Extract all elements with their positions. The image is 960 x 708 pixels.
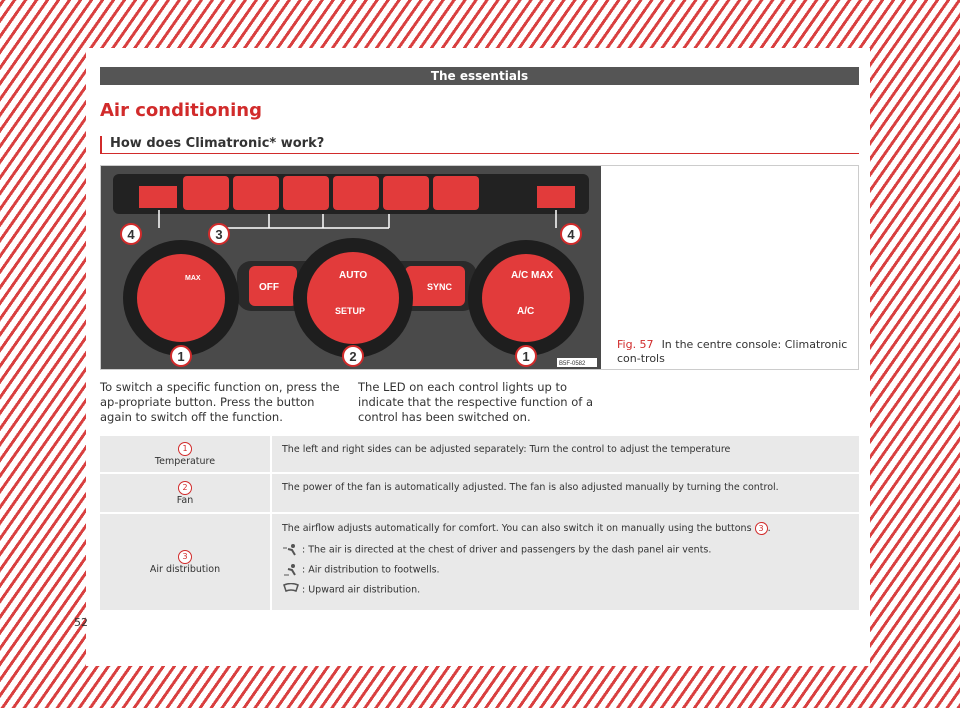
body-text-col1: To switch a specific function on, press the ap-propriate button. Press the button again to switch off the function. (100, 380, 340, 424)
list-item: : The air is directed at the chest of driver and passengers by the dash panel air vents. (282, 543, 849, 557)
callout-1-right: 1 (522, 349, 530, 364)
list-item: : Upward air distribution. (282, 583, 849, 597)
air-distribution-intro: The airflow adjusts automatically for comfort. You can also switch it on manually using the buttons 3 . (282, 523, 771, 534)
table-row (100, 436, 859, 472)
row-label-cell (100, 514, 270, 610)
callout-4-right: 4 (567, 227, 575, 242)
chest-vent-icon (282, 543, 300, 557)
function-table (100, 436, 859, 612)
figure-caption-text: In the centre console: Climatronic con-trols (617, 338, 848, 365)
row-number: 3 (178, 550, 192, 564)
ac-button-label: A/C (517, 306, 535, 317)
body-text-col2: The LED on each control lights up to indicate that the respective function of a control has been switched on. (358, 380, 594, 424)
table-row (100, 474, 859, 512)
ref-number: 3 (755, 522, 768, 535)
callout-4-left: 4 (127, 227, 135, 242)
figure-label: Fig. 57 (617, 338, 654, 351)
row-label: Fan (176, 494, 194, 506)
row-label: Air distribution (149, 563, 221, 575)
climatronic-controls-illustration (101, 166, 601, 369)
row-label-cell (100, 436, 270, 472)
row-label: Temperature (154, 455, 216, 467)
header-bar: The essentials (100, 67, 859, 85)
max-defrost-label: MAX (185, 275, 201, 282)
windshield-icon (282, 583, 300, 597)
figure-code: B5F-0582 (559, 361, 586, 367)
figure-frame (100, 165, 859, 370)
section-title: Air conditioning (100, 100, 262, 121)
ac-max-button-label: A/C MAX (511, 270, 554, 281)
footwell-icon (282, 563, 300, 577)
row-number: 2 (178, 481, 192, 495)
setup-button-label: SETUP (335, 306, 366, 316)
row-number: 1 (178, 442, 192, 456)
page (74, 48, 870, 666)
row-text: The power of the fan is automatically adjusted. The fan is also adjusted manually by turning the control. (270, 474, 859, 512)
callout-2: 2 (349, 349, 357, 364)
page-number: 52 (74, 616, 88, 629)
figure-caption (617, 338, 849, 366)
list-item: : Air distribution to footwells. (282, 563, 849, 577)
sub-title: How does Climatronic* work? (100, 136, 859, 154)
sync-button-label: SYNC (427, 282, 453, 292)
row-text: The left and right sides can be adjusted separately: Turn the control to adjust the temperature (270, 436, 859, 472)
auto-button-label: AUTO (339, 270, 368, 281)
table-row (100, 514, 859, 610)
callout-3: 3 (215, 227, 223, 242)
callout-1-left: 1 (177, 349, 185, 364)
row-text (270, 514, 859, 610)
row-label-cell (100, 474, 270, 512)
off-button-label: OFF (259, 282, 279, 293)
